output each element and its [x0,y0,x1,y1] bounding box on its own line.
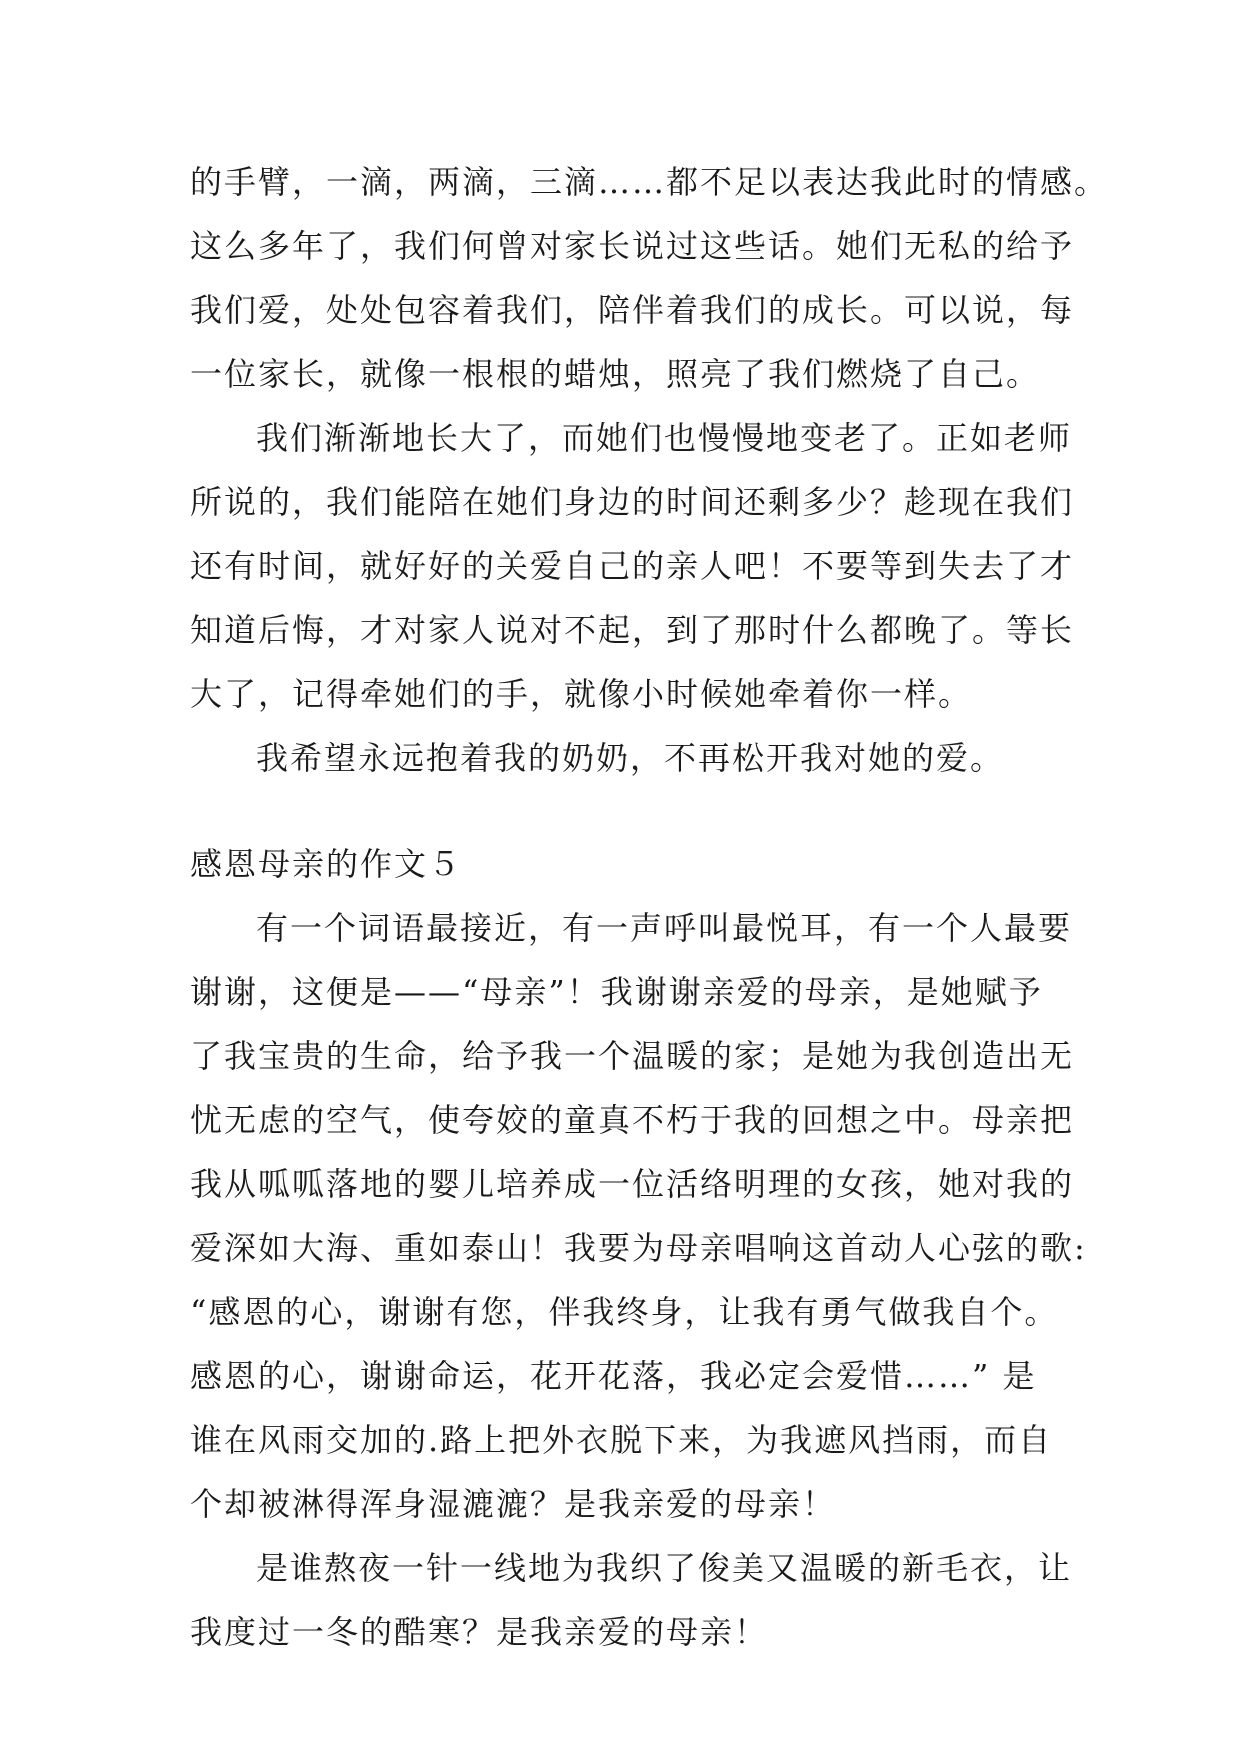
paragraph-line: 大了，记得牵她们的手，就像小时候她牵着你一样。 [190,675,973,713]
paragraph-line: 了我宝贵的生命，给予我一个温暖的家；是她为我创造出无 [190,1037,1075,1075]
paragraph-line: 爱深如大海、重如泰山！我要为母亲唱响这首动人心弦的歌: [190,1229,1087,1267]
paragraph-1 [190,150,1109,406]
paragraph-line: 所说的，我们能陪在她们身边的时间还剩多少？趁现在我们 [190,483,1075,521]
paragraph-line: 个却被淋得浑身湿漉漉？是我亲爱的母亲！ [190,1485,837,1523]
document-body [190,150,1109,1664]
paragraph-line: 是谁熬夜一针一线地为我织了俊美又温暖的新毛衣，让 [256,1549,1073,1587]
paragraph-line: 感恩的心，谢谢命运，花开花落，我必定会爱惜……” 是 [190,1357,1037,1395]
paragraph-3 [190,726,1060,790]
paragraph-line: 这么多年了，我们何曾对家长说过这些话。她们无私的给予 [190,227,1075,265]
paragraph-4 [190,896,1087,1536]
paragraph-line: 我们渐渐地长大了，而她们也慢慢地变老了。正如老师 [256,419,1073,457]
paragraph-line: 还有时间，就好好的关爱自己的亲人吧！不要等到失去了才 [190,547,1075,585]
section-spacer [190,790,1060,832]
paragraph-line: 我希望永远抱着我的奶奶，不再松开我对她的爱。 [256,739,1005,777]
paragraph-line: 的手臂，一滴，两滴，三滴……都不足以表达我此时的情感。 [190,163,1109,201]
paragraph-line: 谢谢，这便是——“母亲”！我谢谢亲爱的母亲，是她赋予 [190,973,1043,1011]
paragraph-line: 知道后悔，才对家人说对不起，到了那时什么都晚了。等长 [190,611,1075,649]
paragraph-line: 谁在风雨交加的.路上把外衣脱下来，为我遮风挡雨，而自 [190,1421,1053,1459]
paragraph-line: 有一个词语最接近，有一声呼叫最悦耳，有一个人最要 [256,909,1073,947]
paragraph-line: 忧无虑的空气，使夸姣的童真不朽于我的回想之中。母亲把 [190,1101,1075,1139]
section-title: 感恩母亲的作文５ [190,845,463,883]
paragraph-line: “感恩的心，谢谢有您，伴我终身，让我有勇气做我自个。 [190,1293,1059,1331]
paragraph-line: 我度过一冬的酷寒？是我亲爱的母亲！ [190,1613,769,1651]
paragraph-2 [190,406,1075,726]
paragraph-line: 我从呱呱落地的婴儿培养成一位活络明理的女孩，她对我的 [190,1165,1075,1203]
paragraph-5 [190,1536,1073,1664]
paragraph-line: 我们爱，处处包容着我们，陪伴着我们的成长。可以说，每 [190,291,1075,329]
paragraph-line: 一位家长，就像一根根的蜡烛，照亮了我们燃烧了自己。 [190,355,1041,393]
